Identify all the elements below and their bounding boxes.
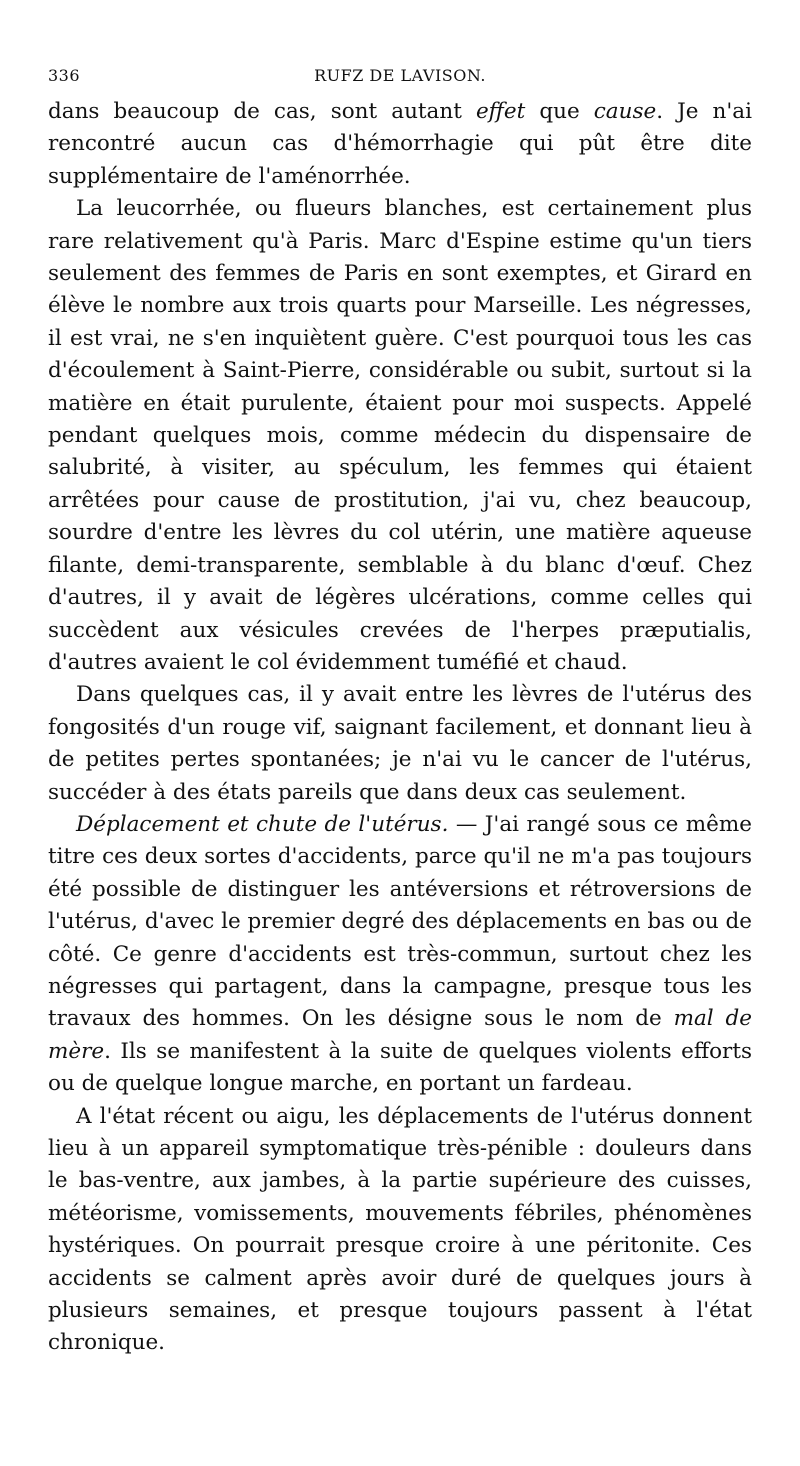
section-title: Déplacement et chute de l'utérus. xyxy=(76,811,449,837)
paragraph-deplacement xyxy=(48,809,752,1101)
page-body xyxy=(48,96,752,1360)
paragraph-leucorrhee: La leucorrhée, ou flueurs blanches, est certainement plus rare relativement qu'à Paris. Marc d'Espine estime qu'un tiers seulement des femmes de Paris en sont exemptes, et Girard en élève le nombre aux trois quarts pour Marseille. Les négresses, il est vrai, ne s'en inquiètent guère. C'est pourquoi tous les cas d'écoulement à Saint-Pierre, considérable ou subit, surtout si la matière en était purulente, étaient pour moi suspects. Appelé pendant quelques mois, comme médecin du dispensaire de salubrité, à visiter, au spéculum, les femmes qui étaient arrêtées pour cause de prostitution, j'ai vu, chez beaucoup, sourdre d'entre les lèvres du col utérin, une matière aqueuse filante, demi-transparente, semblable à du blanc d'œuf. Chez d'autres, il y avait de légères ulcérations, comme celles qui succèdent aux vésicules crevées de l'herpes præputialis, d'autres avaient le col évidemment tuméfié et chaud. xyxy=(48,196,752,675)
page-number: 336 xyxy=(48,66,81,85)
italic-term: mal de mère xyxy=(48,1006,752,1064)
paragraph-continued xyxy=(48,96,752,193)
page-header xyxy=(48,62,752,90)
italic-term: cause xyxy=(593,99,657,124)
paragraph-etat-recent: A l'état récent ou aigu, les déplacements de l'utérus donnent lieu à un appareil symptomatique très-pénible : douleurs dans le bas-ventre, aux jambes, à la partie supérieure des cuisses, météorisme, vomissements, mouvements fébriles, phénomènes hystériques. On pourrait presque croire à une péritonite. Ces accidents se calment après avoir duré de quelques jours à plusieurs semaines, et presque toujours passent à l'état chronique. xyxy=(48,1103,752,1356)
running-title: RUFZ DE LAVISON. xyxy=(314,66,486,85)
text-run: . Ils se manifestent à la suite de quelques violents efforts ou de quelque longue marche, en portant un fardeau. xyxy=(48,1038,752,1097)
italic-term: effet xyxy=(475,99,526,124)
text-run: dans beaucoup de cas, sont autant xyxy=(48,99,476,124)
text-run: que xyxy=(525,99,594,124)
paragraph-fongosites: Dans quelques cas, il y avait entre les lèvres de l'utérus des fongosités d'un rouge vif, saignant facilement, et donnant lieu à de petites pertes spontanées; je n'ai vu le cancer de l'utérus, succéder à des états pareils que dans deux cas seulement. xyxy=(48,682,752,805)
text-run: — J'ai rangé sous ce même titre ces deux sortes d'accidents, parce qu'il ne m'a pas toujours été possible de distinguer les antéversions et rétroversions de l'utérus, d'avec le premier degré des déplacements en bas ou de côté. Ce genre d'accidents est très-commun, surtout chez les négresses qui partagent, dans la campagne, presque tous les travaux des hommes. On les désigne sous le nom de xyxy=(48,811,752,1032)
text-run: . Je n'ai rencontré aucun cas d'hémorrhagie qui pût être dite supplémentaire de l'aménorrhée. xyxy=(48,99,752,189)
